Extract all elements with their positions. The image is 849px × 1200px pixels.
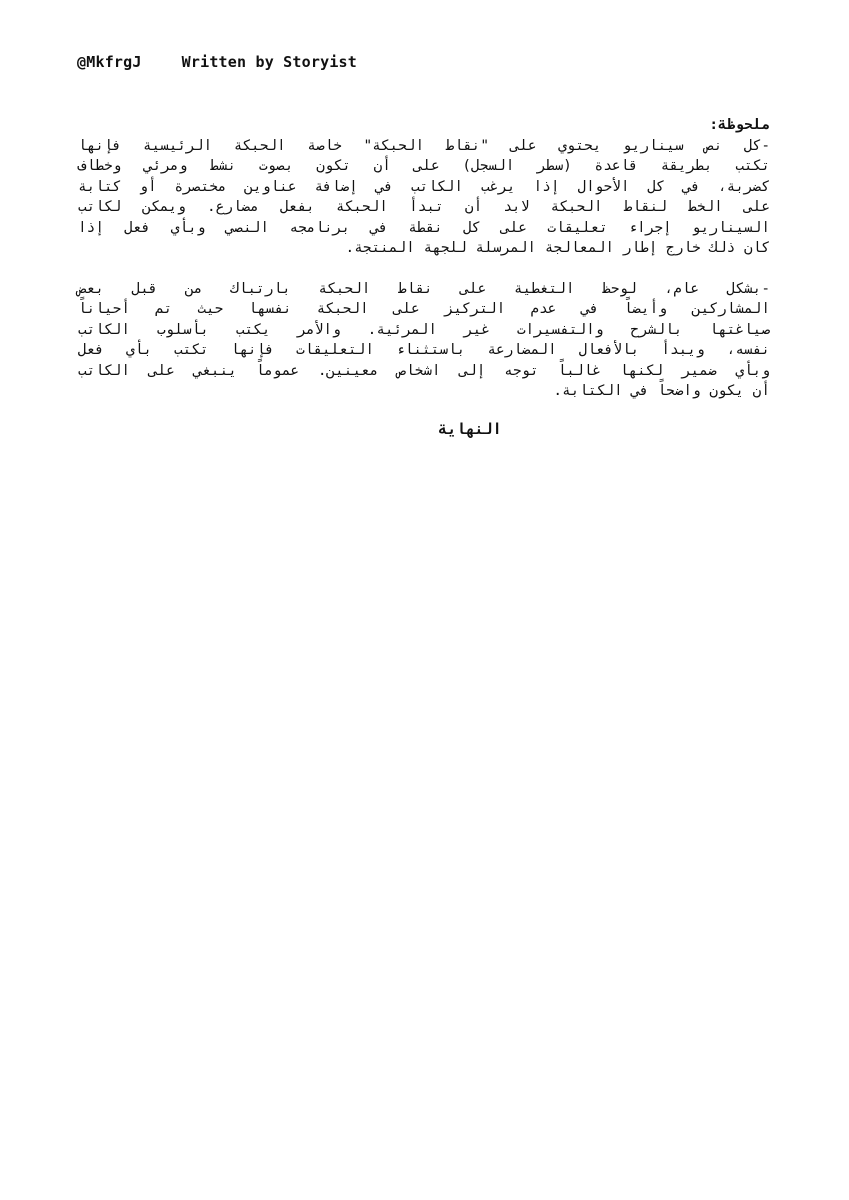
paragraph-line: نفسه، ويبدأ بالأفعال المضارعة باستثناء التعليقات فإنها تكتب بأي فعل — [78, 342, 770, 358]
paragraph-line: السيناريو إجراء تعليقات على كل نقطة في برنامجه النصي وبأي فعل إذا — [78, 219, 770, 236]
paragraph-line: المشاركين وأيضاً في عدم التركيز على الحبكة نفسها حيث تم أحياناً — [78, 301, 770, 317]
paragraph-line: -كل نص سيناريو يحتوي على "نقاط الحبكة" خاصة الحبكة الرئيسية فإنها — [78, 137, 770, 154]
note-title: ملحوظة: — [709, 117, 770, 133]
page-header — [77, 53, 357, 71]
paragraph-line: على الخط لنقاط الحبكة لابد أن تبدأ الحبكة بفعل مضارع. ويمكن لكاتب — [78, 199, 770, 215]
paragraph-line: -بشكل عام، لوحظ التغطية على نقاط الحبكة بارتباك من قبل بعض — [78, 280, 770, 297]
paragraph-line: صياغتها بالشرح والتفسيرات غير المرئية. والأمر يكتب بأسلوب الكاتب — [78, 321, 770, 338]
note-section — [78, 115, 770, 402]
paragraph-spacer — [78, 259, 770, 279]
paragraph-line: أن يكون واضحاً في الكتابة. — [553, 383, 770, 399]
the-end-label: النهاية — [438, 420, 502, 438]
note-paragraph-2 — [78, 279, 770, 402]
author-handle: @MkfrgJ — [77, 53, 142, 71]
paragraph-line: وبأي ضمير لكنها غالباً توجه إلى اشخاص معينين. عموماً ينبغي على الكاتب — [78, 362, 770, 379]
written-by-credit: Written by Storyist — [181, 53, 358, 71]
note-paragraph-1 — [78, 136, 770, 259]
paragraph-line: كضربة، في كل الأحوال إذا يرغب الكاتب في إضافة عناوين مختصرة أو كتابة — [78, 178, 770, 195]
paragraph-line: تكتب بطريقة قاعدة (سطر السجل) على أن تكون بصوت نشط ومرئي وخطاف — [78, 158, 770, 174]
paragraph-line: كان ذلك خارج إطار المعالجة المرسلة للجهة المنتجة. — [345, 240, 770, 256]
